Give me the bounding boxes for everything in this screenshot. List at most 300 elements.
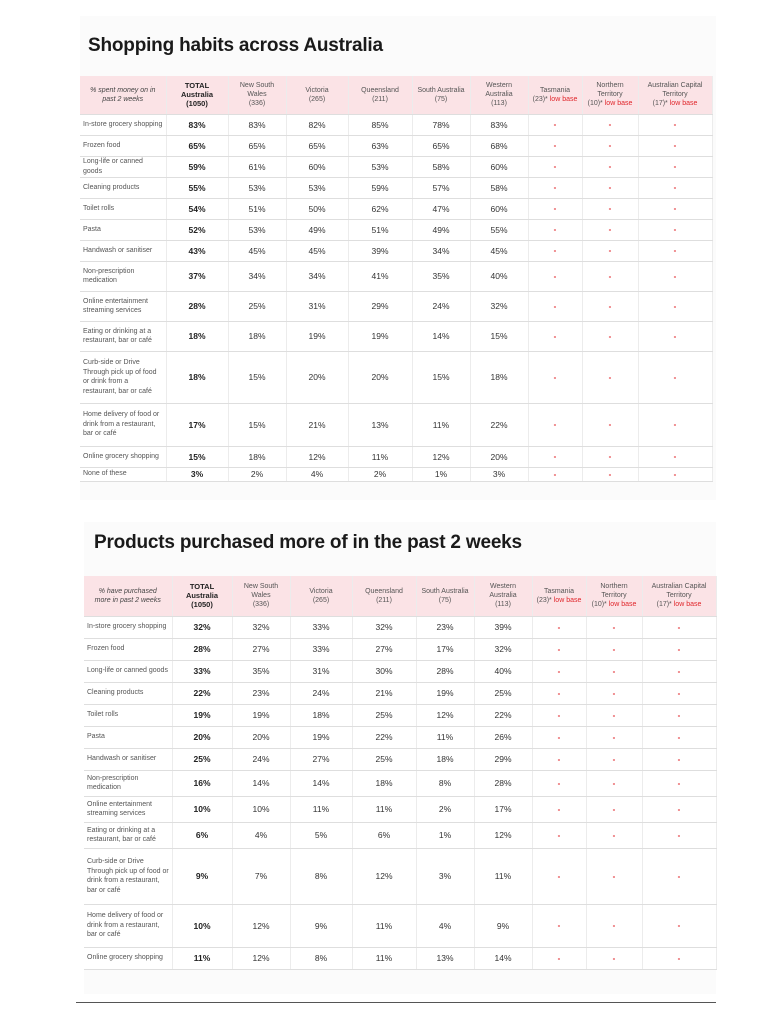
value-cell: 47% — [412, 198, 470, 219]
low-base-note: low base — [549, 95, 578, 103]
value-cell: - — [642, 638, 716, 660]
value-cell: - — [638, 261, 712, 291]
value-cell: - — [532, 770, 586, 796]
value-cell: - — [582, 114, 638, 135]
total-value-cell: 59% — [166, 156, 228, 177]
row-label: Long-life or canned goods — [84, 660, 172, 682]
column-header — [412, 76, 470, 114]
low-base-note: low base — [669, 100, 698, 108]
value-cell: 45% — [470, 240, 528, 261]
value-cell: 31% — [286, 291, 348, 321]
total-value-cell: 65% — [166, 135, 228, 156]
table-row — [84, 748, 716, 770]
question-header — [80, 76, 166, 114]
value-cell: - — [582, 135, 638, 156]
low-base-note: low base — [604, 100, 633, 108]
value-cell: 85% — [348, 114, 412, 135]
value-cell: 4% — [416, 904, 474, 947]
question-line: past 2 weeks — [102, 95, 144, 103]
column-name: South Australia — [421, 587, 469, 595]
column-header — [232, 576, 290, 616]
value-cell: - — [638, 467, 712, 481]
value-cell: 78% — [412, 114, 470, 135]
value-cell: 11% — [348, 446, 412, 467]
value-cell: 12% — [474, 822, 532, 848]
question-line: % have purchased — [98, 587, 157, 595]
value-cell: - — [528, 135, 582, 156]
row-label: None of these — [80, 467, 166, 481]
value-cell: 2% — [348, 467, 412, 481]
total-value-cell: 32% — [172, 616, 232, 638]
low-base-note: low base — [673, 601, 702, 609]
value-cell: 23% — [232, 682, 290, 704]
table-body — [80, 114, 712, 481]
value-cell: 65% — [286, 135, 348, 156]
column-base: (265) — [308, 95, 326, 103]
value-cell: 27% — [352, 638, 416, 660]
value-cell: 9% — [474, 904, 532, 947]
value-cell: - — [532, 616, 586, 638]
value-cell: - — [532, 748, 586, 770]
value-cell: 19% — [286, 321, 348, 351]
column-name: Tasmania — [540, 86, 570, 94]
table-row — [80, 261, 712, 291]
value-cell: - — [582, 446, 638, 467]
table-row — [80, 240, 712, 261]
value-cell: - — [532, 682, 586, 704]
value-cell: 29% — [474, 748, 532, 770]
row-label: Frozen food — [80, 135, 166, 156]
column-base-line — [531, 95, 580, 104]
table-row — [80, 446, 712, 467]
value-cell: 15% — [228, 403, 286, 446]
value-cell: - — [528, 177, 582, 198]
value-cell: - — [642, 770, 716, 796]
row-label: In-store grocery shopping — [84, 616, 172, 638]
shopping-habits-table — [80, 76, 713, 482]
column-name: Victoria — [309, 587, 333, 595]
table-row — [80, 321, 712, 351]
total-value-cell: 9% — [172, 848, 232, 904]
total-value-cell: 22% — [172, 682, 232, 704]
value-cell: - — [582, 240, 638, 261]
column-base-line — [645, 600, 714, 609]
column-header — [582, 76, 638, 114]
value-cell: - — [642, 748, 716, 770]
value-cell: - — [582, 467, 638, 481]
column-base-line — [419, 596, 472, 605]
value-cell: 20% — [348, 351, 412, 403]
value-cell: 25% — [352, 704, 416, 726]
table-row — [80, 156, 712, 177]
value-cell: - — [528, 467, 582, 481]
value-cell: 83% — [228, 114, 286, 135]
total-value-cell: 54% — [166, 198, 228, 219]
column-base: (113) — [491, 100, 507, 108]
table-row — [80, 114, 712, 135]
total-value-cell: 16% — [172, 770, 232, 796]
table-row — [84, 770, 716, 796]
total-value-cell: 18% — [166, 321, 228, 351]
total-value-cell: 28% — [166, 291, 228, 321]
column-header — [286, 76, 348, 114]
low-base-note: low base — [553, 596, 582, 604]
value-cell: 3% — [470, 467, 528, 481]
total-value-cell: 43% — [166, 240, 228, 261]
value-cell: - — [638, 135, 712, 156]
value-cell: 12% — [286, 446, 348, 467]
value-cell: 27% — [232, 638, 290, 660]
value-cell: - — [528, 156, 582, 177]
value-cell: 45% — [286, 240, 348, 261]
column-name: Western Australia — [485, 82, 513, 99]
value-cell: 35% — [232, 660, 290, 682]
value-cell: - — [642, 947, 716, 969]
value-cell: - — [532, 638, 586, 660]
total-value-cell: 18% — [166, 351, 228, 403]
column-name: New South Wales — [243, 583, 279, 600]
value-cell: 14% — [474, 947, 532, 969]
value-cell: 19% — [348, 321, 412, 351]
column-name: TOTAL Australia — [185, 582, 219, 601]
value-cell: - — [532, 660, 586, 682]
value-cell: 57% — [412, 177, 470, 198]
table-row — [84, 904, 716, 947]
value-cell: 35% — [412, 261, 470, 291]
value-cell: 1% — [412, 467, 470, 481]
value-cell: - — [586, 822, 642, 848]
products-purchased-panel — [84, 522, 716, 994]
table-row — [84, 848, 716, 904]
value-cell: 20% — [470, 446, 528, 467]
value-cell: - — [532, 822, 586, 848]
value-cell: 49% — [286, 219, 348, 240]
column-base-line — [289, 95, 346, 104]
value-cell: - — [638, 351, 712, 403]
value-cell: 12% — [232, 947, 290, 969]
value-cell: 12% — [416, 704, 474, 726]
table-row — [80, 351, 712, 403]
value-cell: - — [638, 240, 712, 261]
value-cell: 31% — [290, 660, 352, 682]
value-cell: 3% — [416, 848, 474, 904]
column-base: (10)* — [591, 601, 607, 609]
column-base-line — [415, 95, 468, 104]
value-cell: 11% — [352, 947, 416, 969]
value-cell: - — [582, 219, 638, 240]
value-cell: 41% — [348, 261, 412, 291]
table-row — [84, 822, 716, 848]
column-name: Australian Capital Territory — [647, 82, 703, 99]
value-cell: - — [586, 848, 642, 904]
value-cell: - — [586, 796, 642, 822]
column-base: (211) — [376, 596, 392, 604]
row-label: Non-prescription medication — [80, 261, 166, 291]
table-row — [80, 467, 712, 481]
value-cell: - — [528, 321, 582, 351]
total-value-cell: 25% — [172, 748, 232, 770]
value-cell: - — [528, 351, 582, 403]
value-cell: - — [638, 156, 712, 177]
table-row — [80, 177, 712, 198]
value-cell: 14% — [412, 321, 470, 351]
value-cell: 11% — [290, 796, 352, 822]
value-cell: 55% — [470, 219, 528, 240]
row-label: Online grocery shopping — [80, 446, 166, 467]
column-name: Northern Territory — [596, 82, 624, 99]
value-cell: 62% — [348, 198, 412, 219]
value-cell: 28% — [416, 660, 474, 682]
value-cell: 14% — [232, 770, 290, 796]
value-cell: 9% — [290, 904, 352, 947]
question-header — [84, 576, 172, 616]
value-cell: - — [582, 351, 638, 403]
column-base: (1050) — [191, 600, 213, 610]
column-base-line — [351, 95, 410, 104]
row-label: Handwash or sanitiser — [80, 240, 166, 261]
column-name: Queensland — [361, 86, 399, 94]
row-label: Pasta — [80, 219, 166, 240]
value-cell: - — [638, 446, 712, 467]
value-cell: - — [638, 403, 712, 446]
value-cell: 65% — [228, 135, 286, 156]
table-body — [84, 616, 716, 969]
total-value-cell: 3% — [166, 467, 228, 481]
value-cell: - — [528, 114, 582, 135]
column-header — [348, 76, 412, 114]
value-cell: 14% — [290, 770, 352, 796]
row-label: Eating or drinking at a restaurant, bar or café — [80, 321, 166, 351]
value-cell: - — [532, 848, 586, 904]
value-cell: 53% — [348, 156, 412, 177]
column-base: (10)* — [587, 100, 603, 108]
value-cell: 30% — [352, 660, 416, 682]
value-cell: 15% — [228, 351, 286, 403]
column-name: Western Australia — [489, 583, 517, 600]
shopping-habits-panel — [80, 16, 716, 500]
value-cell: 34% — [286, 261, 348, 291]
row-label: Home delivery of food or drink from a restaurant, bar or café — [80, 403, 166, 446]
column-base-line — [473, 99, 526, 108]
total-value-cell: 6% — [172, 822, 232, 848]
total-value-cell: 28% — [172, 638, 232, 660]
value-cell: - — [586, 704, 642, 726]
value-cell: - — [638, 321, 712, 351]
column-header — [586, 576, 642, 616]
value-cell: - — [642, 726, 716, 748]
column-base: (17)* — [652, 100, 668, 108]
total-value-cell: 11% — [172, 947, 232, 969]
value-cell: 22% — [470, 403, 528, 446]
column-base-line — [477, 600, 530, 609]
row-label: Curb-side or Drive Through pick up of food or drink from a restaurant, bar or café — [80, 351, 166, 403]
value-cell: 63% — [348, 135, 412, 156]
column-base: (113) — [495, 601, 511, 609]
value-cell: - — [582, 403, 638, 446]
row-label: In-store grocery shopping — [80, 114, 166, 135]
column-name: New South Wales — [239, 82, 275, 99]
value-cell: 34% — [412, 240, 470, 261]
value-cell: - — [642, 848, 716, 904]
table-row — [84, 796, 716, 822]
row-label: Online entertainment streaming services — [84, 796, 172, 822]
header-row — [80, 76, 712, 114]
column-header — [352, 576, 416, 616]
column-header — [532, 576, 586, 616]
value-cell: 18% — [228, 446, 286, 467]
table-title: Products purchased more of in the past 2 weeks — [94, 532, 522, 553]
value-cell: 53% — [228, 219, 286, 240]
value-cell: - — [532, 726, 586, 748]
column-base-line — [235, 600, 288, 609]
value-cell: - — [528, 198, 582, 219]
value-cell: - — [638, 198, 712, 219]
table-header — [80, 76, 712, 114]
value-cell: 20% — [232, 726, 290, 748]
value-cell: 8% — [290, 947, 352, 969]
value-cell: - — [586, 726, 642, 748]
value-cell: 61% — [228, 156, 286, 177]
table-row — [84, 660, 716, 682]
value-cell: 39% — [348, 240, 412, 261]
value-cell: - — [642, 616, 716, 638]
column-name: Tasmania — [544, 587, 574, 595]
value-cell: 11% — [412, 403, 470, 446]
value-cell: - — [586, 947, 642, 969]
value-cell: - — [586, 682, 642, 704]
value-cell: 11% — [352, 796, 416, 822]
low-base-note: low base — [608, 601, 637, 609]
column-base-line — [585, 99, 636, 108]
value-cell: 53% — [286, 177, 348, 198]
column-header — [642, 576, 716, 616]
column-base-line — [169, 99, 226, 108]
row-label: Toilet rolls — [84, 704, 172, 726]
question-line: more in past 2 weeks — [94, 596, 161, 604]
value-cell: 21% — [286, 403, 348, 446]
value-cell: 2% — [416, 796, 474, 822]
value-cell: 83% — [470, 114, 528, 135]
column-base-line — [231, 99, 284, 108]
row-label: Home delivery of food or drink from a restaurant, bar or café — [84, 904, 172, 947]
value-cell: 8% — [290, 848, 352, 904]
column-name: Queensland — [365, 587, 403, 595]
value-cell: 60% — [470, 156, 528, 177]
column-base: (23)* — [532, 95, 548, 103]
column-name: TOTAL Australia — [180, 81, 214, 100]
value-cell: 19% — [290, 726, 352, 748]
value-cell: - — [528, 291, 582, 321]
column-base-line — [175, 600, 230, 609]
column-base-line — [535, 596, 584, 605]
column-base-line — [641, 99, 710, 108]
value-cell: 33% — [290, 638, 352, 660]
value-cell: 4% — [286, 467, 348, 481]
value-cell: 15% — [470, 321, 528, 351]
value-cell: 82% — [286, 114, 348, 135]
value-cell: 45% — [228, 240, 286, 261]
column-header — [638, 76, 712, 114]
value-cell: - — [586, 748, 642, 770]
row-label: Online entertainment streaming services — [80, 291, 166, 321]
value-cell: 24% — [290, 682, 352, 704]
value-cell: 12% — [232, 904, 290, 947]
value-cell: 68% — [470, 135, 528, 156]
column-base: (265) — [312, 596, 330, 604]
value-cell: - — [582, 198, 638, 219]
column-base-line — [589, 600, 640, 609]
row-label: Handwash or sanitiser — [84, 748, 172, 770]
row-label: Cleaning products — [84, 682, 172, 704]
value-cell: 25% — [474, 682, 532, 704]
column-name: Australian Capital Territory — [651, 583, 707, 600]
value-cell: 11% — [474, 848, 532, 904]
value-cell: 18% — [416, 748, 474, 770]
value-cell: 7% — [232, 848, 290, 904]
value-cell: 26% — [474, 726, 532, 748]
table-title: Shopping habits across Australia — [88, 35, 383, 56]
page-bottom-rule — [76, 1002, 716, 1003]
total-value-cell: 10% — [172, 904, 232, 947]
value-cell: 40% — [474, 660, 532, 682]
value-cell: 21% — [352, 682, 416, 704]
value-cell: - — [582, 291, 638, 321]
value-cell: - — [642, 796, 716, 822]
value-cell: 1% — [416, 822, 474, 848]
value-cell: 58% — [412, 156, 470, 177]
value-cell: 51% — [348, 219, 412, 240]
column-base: (75) — [434, 95, 448, 103]
value-cell: 18% — [290, 704, 352, 726]
value-cell: - — [528, 261, 582, 291]
column-base-line — [293, 596, 350, 605]
value-cell: 32% — [474, 638, 532, 660]
value-cell: 17% — [474, 796, 532, 822]
value-cell: 25% — [352, 748, 416, 770]
value-cell: 28% — [474, 770, 532, 796]
row-label: Non-prescription medication — [84, 770, 172, 796]
value-cell: - — [582, 321, 638, 351]
column-base: (211) — [372, 95, 388, 103]
value-cell: 22% — [352, 726, 416, 748]
column-header — [528, 76, 582, 114]
value-cell: 32% — [352, 616, 416, 638]
value-cell: 32% — [470, 291, 528, 321]
table-row — [80, 198, 712, 219]
value-cell: 8% — [416, 770, 474, 796]
total-value-cell: 52% — [166, 219, 228, 240]
value-cell: - — [638, 114, 712, 135]
value-cell: 33% — [290, 616, 352, 638]
column-name: South Australia — [417, 86, 465, 94]
value-cell: 24% — [232, 748, 290, 770]
row-label: Online grocery shopping — [84, 947, 172, 969]
value-cell: 11% — [352, 904, 416, 947]
value-cell: 18% — [470, 351, 528, 403]
value-cell: - — [582, 177, 638, 198]
value-cell: 58% — [470, 177, 528, 198]
column-header — [290, 576, 352, 616]
value-cell: - — [582, 156, 638, 177]
value-cell: 2% — [228, 467, 286, 481]
value-cell: 18% — [228, 321, 286, 351]
row-label: Toilet rolls — [80, 198, 166, 219]
value-cell: - — [532, 904, 586, 947]
total-value-cell: 19% — [172, 704, 232, 726]
value-cell: - — [642, 904, 716, 947]
total-value-cell: 10% — [172, 796, 232, 822]
value-cell: 12% — [412, 446, 470, 467]
